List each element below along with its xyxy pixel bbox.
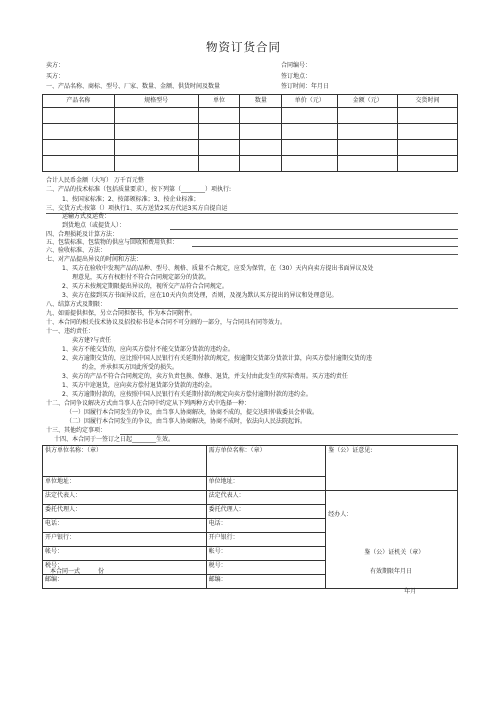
handler-label: 经办人： (328, 511, 353, 518)
supplier-account-field[interactable]: 帐号： (43, 547, 207, 561)
table-row (43, 140, 458, 156)
buyer-address-field[interactable]: 单位地址： (206, 477, 326, 491)
underline (170, 229, 458, 230)
total-amount-line: 合计人民币金额（大写） 万千百元整 (46, 177, 144, 184)
table-row (43, 108, 458, 124)
clause-3-transport: 运输方式及运费： (62, 213, 111, 220)
clause-12-option-2: （二）因履行本合同发生的争议，由当事人协商解决，协商不成时，依法向人民法院起诉。 (66, 418, 307, 425)
page-title: 物资订货合同 (206, 40, 281, 54)
notary-date-label: 年月 (404, 588, 417, 595)
clause-12-option-1: （一）因履行本合同发生的争议，由当事人协商解决，协商不成的，提交达阳仲裁委员会仲裁。 (66, 409, 319, 416)
header-delivery-time: 交货时间 (398, 95, 458, 108)
clause-8-settlement: 八、结算方式及期限： (46, 301, 107, 308)
underline (120, 434, 458, 435)
clause-11-seller-item-2: 2、卖方逾期交货的，应比照中国人民银行有关延期付款的规定，按逾期交货部分货款计算，向买方偿付逾期交货的违 (62, 355, 372, 362)
underline (130, 238, 458, 239)
buyer-tax-no-field[interactable]: 税号： (206, 561, 326, 575)
clause-11-liability: 十一、违约责任： (46, 328, 95, 335)
supplier-address-field[interactable]: 单位地址： (43, 477, 207, 491)
clause-1-heading: 一、产品名称、商标、型号、厂家、数量、金额、供货时间及数量 (46, 83, 221, 90)
underline (118, 308, 458, 309)
clause-4-loss: 四、合理损耗及计算方法： (46, 231, 119, 238)
clause-7-item-1-cont: 理意见，买方有权拒付不符合合同规定部分的货款。 (72, 274, 211, 281)
notary-opinion-field[interactable]: 鉴（公）证意见: (326, 446, 458, 491)
supplier-postcode-field[interactable]: 邮编： (43, 575, 207, 589)
clause-13-other: 十三、其他约定事项： (46, 427, 107, 434)
sign-place-label: 签订地点： (281, 73, 312, 80)
clause-11-buyer-item-2: 2、买方逾期付款的，应按照中国人民银行有关延期付款的规定向卖方偿付逾期付款的违约金。 (62, 391, 312, 398)
valid-until-label: 有效期限年月日 (370, 568, 413, 575)
clause-5-packaging: 五、包装标准、包装物的供应与回收和费用负担： (46, 239, 179, 246)
clause-3-delivery: 三、交货方式:按第（）项执行1、买方送货2买方代运3买方自提自运 (46, 205, 228, 212)
header-spec-model: 规格型号 (114, 95, 198, 108)
buyer-phone-field[interactable]: 电话： (206, 519, 326, 533)
clause-3-destination: 到货地点（或提货人）： (62, 222, 126, 229)
header-product-name: 产品名称 (43, 95, 115, 108)
supplier-tax-no-field[interactable]: 税号： (43, 561, 207, 575)
buyer-account-field[interactable]: 帐号： (206, 547, 326, 561)
supplier-phone-field[interactable]: 电话： (43, 519, 207, 533)
header-quantity: 数量 (240, 95, 282, 108)
clause-2-options: 1、按国家标准；2、按部颁标准；3、按企业标准； (62, 196, 200, 203)
sign-time-label: 签订时间：年月日 (281, 83, 330, 90)
clause-10-attachments: 十、本合同的相关技术协议及招投标书是本合同不可分割的一部分，与合同具有同等效力。 (46, 319, 287, 326)
clause-7-objection: 七、对产品提出异议的时间和方法： (46, 256, 143, 263)
table-row (43, 124, 458, 140)
clause-7-item-2: 2、买方未按规定期限提出异议的，视所交产品符合合同规定。 (62, 283, 228, 290)
clause-11-buyer-item-1: 1、买方中途退货，应向卖方偿付退货部分货款的违约金。 (62, 382, 216, 389)
notary-seal-label: 鉴（公）证机关（章） (364, 549, 425, 556)
clause-7-item-3: 3、卖方在接到买方书面异议后，应在10天内负责处理，否则，及视为默认买方提出的异议和处理意见。 (62, 292, 338, 299)
table-header-row (43, 95, 458, 108)
table-row (43, 156, 458, 172)
contract-no-label: 合同编号： (281, 62, 312, 69)
clause-14-effective: 十四、本合同于一签订之日起________生效。 (54, 436, 175, 443)
product-table (42, 94, 458, 172)
clause-11-seller-heading: 卖方建?与责任 (72, 337, 112, 344)
buyer-name-field[interactable]: 需方单位名称：（章） (206, 446, 326, 477)
copies-label: 本合同一式______份 (50, 568, 105, 575)
header-amount: 金额（元） (338, 95, 398, 108)
supplier-agent-field[interactable]: 委托代理人： (43, 505, 207, 519)
supplier-legal-rep-field[interactable]: 法定代表人： (43, 491, 207, 505)
clause-11-seller-item-1: 1、卖方不能交货的，应向买方偿付不能交货部分货款的违约金。 (62, 346, 234, 353)
clause-11-seller-item-3: 3、卖方的产品不符合合同规定的，卖方负责包换、保修、退货，并支付由此发生的实际费用。买方违约责任 (62, 373, 348, 380)
buyer-bank-field[interactable]: 开户银行： (206, 533, 326, 547)
buyer-label: 买方： (46, 73, 65, 80)
clause-9-guarantee: 九、如需提供担保，另立合同担保书，作为本合同附件。 (46, 310, 197, 317)
clause-2-tech-standard: 二、产品的技术标准（包括质量要求），按下列第（________）项执行: (46, 186, 232, 193)
buyer-agent-field[interactable]: 委托代理人： (206, 505, 326, 519)
underline (110, 254, 458, 255)
buyer-postcode-field[interactable]: 邮编： (206, 575, 326, 589)
clause-7-item-1: 1、买方在验收中发现产品的品种、型号、规格、质量不合规定，应妥为保管，在（30）天内向卖方提出书面异议及处 (62, 265, 374, 272)
clause-6-acceptance: 六、验收标准、方法： (46, 247, 107, 254)
header-unit-price: 单价（元） (282, 95, 338, 108)
seller-label: 卖方： (46, 62, 65, 69)
clause-12-dispute: 十二、合同争议解决方式由当事人在合同中约定从下列两种方式中选择一种： (46, 400, 251, 407)
underline (192, 246, 458, 247)
header-unit: 单位 (198, 95, 240, 108)
buyer-legal-rep-field[interactable]: 法定代表人： (206, 491, 326, 505)
clause-11-seller-item-2-cont: 约金，并承担买方因此所受的损失。 (82, 364, 179, 371)
supplier-bank-field[interactable]: 开户银行： (43, 533, 207, 547)
supplier-name-field[interactable]: 供方单位名称：（章） (43, 446, 207, 477)
